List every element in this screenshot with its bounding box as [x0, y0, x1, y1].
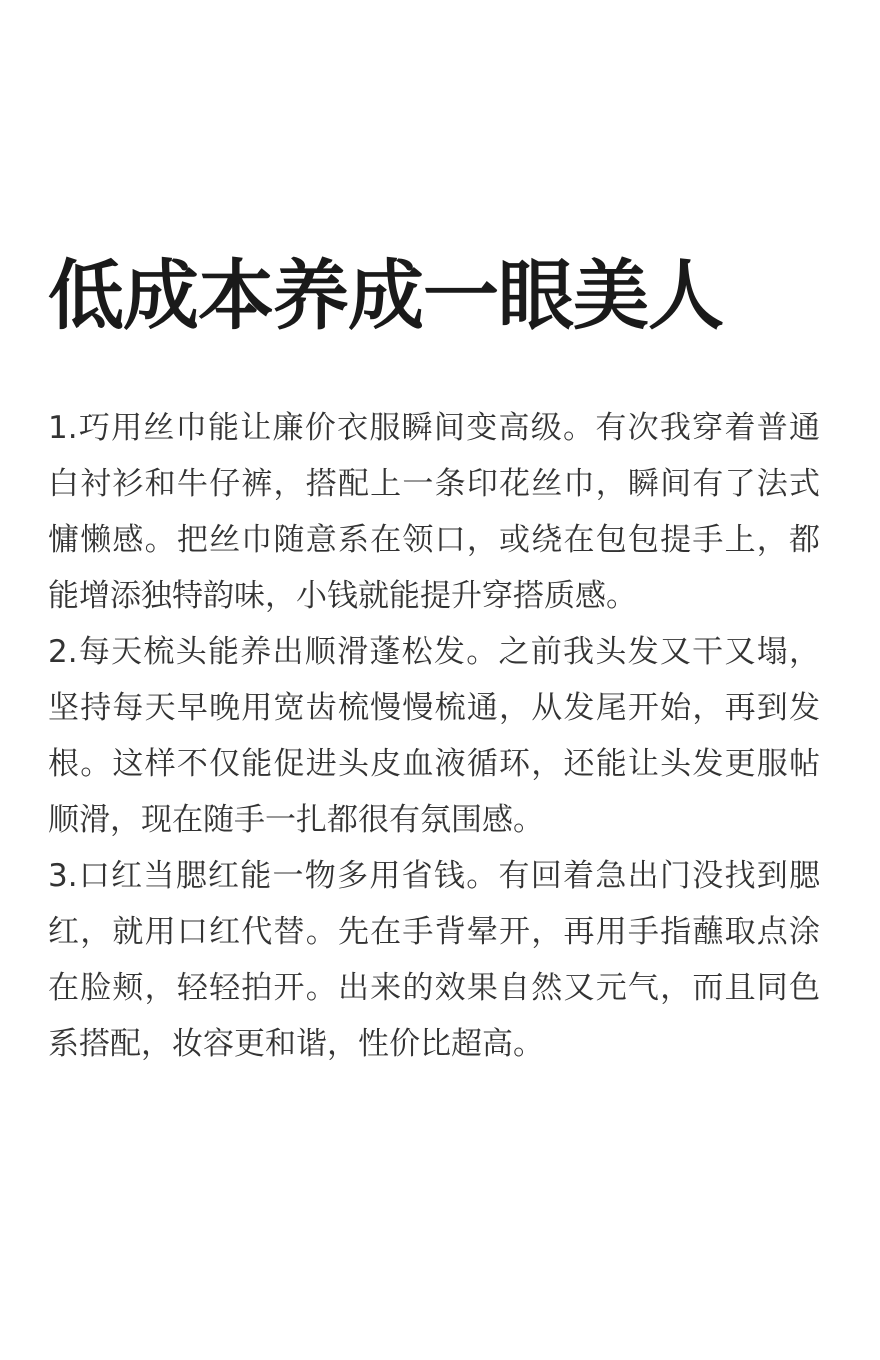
article-paragraph-1: 1.巧用丝巾能让廉价衣服瞬间变高级。有次我穿着普通白衬衫和牛仔裤，搭配上一条印花丝巾，瞬间有了法式慵懒感。把丝巾随意系在领口，或绕在包包提手上，都能增添独特韵味，小钱就能提升穿搭质感。: [48, 410, 820, 614]
article-paragraph-2: 2.每天梳头能养出顺滑蓬松发。之前我头发又干又塌，坚持每天早晚用宽齿梳慢慢梳通，从发尾开始，再到发根。这样不仅能促进头皮血液循环，还能让头发更服帖顺滑，现在随手一扎都很有氛围感。: [48, 634, 820, 838]
article-body: [48, 400, 820, 1072]
article-paragraph-3: 3.口红当腮红能一物多用省钱。有回着急出门没找到腮红，就用口红代替。先在手背晕开，再用手指蘸取点涂在脸颊，轻轻拍开。出来的效果自然又元气，而且同色系搭配，妆容更和谐，性价比超高。: [48, 858, 820, 1062]
article-title: 低成本养成一眼美人: [48, 251, 723, 340]
